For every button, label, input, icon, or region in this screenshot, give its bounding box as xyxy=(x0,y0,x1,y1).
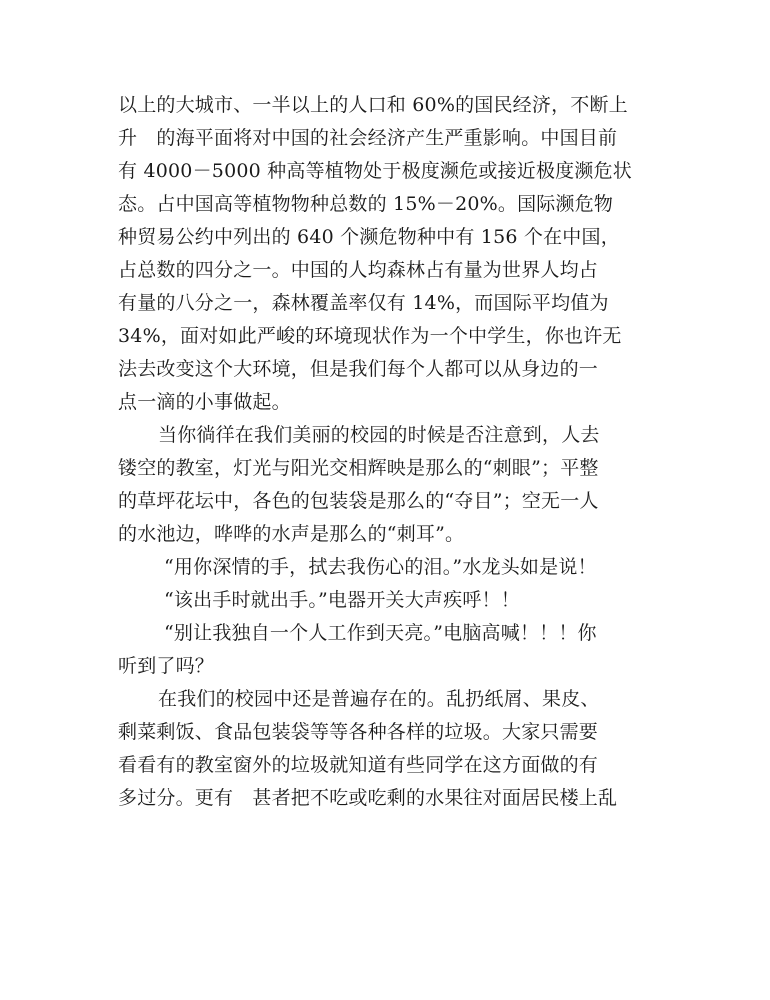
text-line: 多过分。更有 甚者把不吃或吃剩的水果往对面居民楼上乱 xyxy=(118,787,618,809)
paragraph-start-line: 在我们的校园中还是普遍存在的。乱扔纸屑、果皮、 xyxy=(158,688,600,710)
text-line: 有量的八分之一，森林覆盖率仅有 14%，而国际平均值为 xyxy=(118,292,609,314)
text-line: 看看有的教室窗外的垃圾就知道有些同学在这方面做的有 xyxy=(118,754,599,776)
paragraph-start-line: 当你徜徉在我们美丽的校园的时候是否注意到，人去 xyxy=(158,424,600,446)
text-line: 的草坪花坛中，各色的包装袋是那么的“夺目”；空无一人 xyxy=(118,490,599,512)
quote-line: “用你深情的手，拭去我伤心的泪。”水龙头如是说！ xyxy=(164,556,597,578)
text-line: 剩菜剩饭、食品包装袋等等各种各样的垃圾。大家只需要 xyxy=(118,721,599,743)
text-line: 态。占中国高等植物物种总数的 15%－20%。国际濒危物 xyxy=(118,193,614,215)
text-line: 占总数的四分之一。中国的人均森林占有量为世界人均占 xyxy=(118,259,599,281)
text-line: 听到了吗？ xyxy=(118,655,215,677)
quote-line: “该出手时就出手。”电器开关大声疾呼！！ xyxy=(164,589,520,611)
text-line: 34%，面对如此严峻的环境现状作为一个中学生，你也许无 xyxy=(118,325,622,347)
body-text xyxy=(118,89,658,815)
text-line: 点一滴的小事做起。 xyxy=(118,391,291,413)
text-line: 镂空的教室，灯光与阳光交相辉映是那么的“刺眼”；平整 xyxy=(118,457,599,479)
text-line: 升 的海平面将对中国的社会经济产生严重影响。中国目前 xyxy=(118,127,618,149)
text-line: 以上的大城市、一半以上的人口和 60%的国民经济，不断上 xyxy=(118,94,628,116)
text-line: 种贸易公约中列出的 640 个濒危物种中有 156 个在中国， xyxy=(118,226,620,248)
text-line: 法去改变这个大环境，但是我们每个人都可以从身边的一 xyxy=(118,358,599,380)
quote-line: “别让我独自一个人工作到天亮。”电脑高喊！！！你 xyxy=(164,622,597,644)
text-line: 的水池边，哗哗的水声是那么的“刺耳”。 xyxy=(118,523,465,545)
text-line: 有 4000－5000 种高等植物处于极度濒危或接近极度濒危状 xyxy=(118,160,632,182)
